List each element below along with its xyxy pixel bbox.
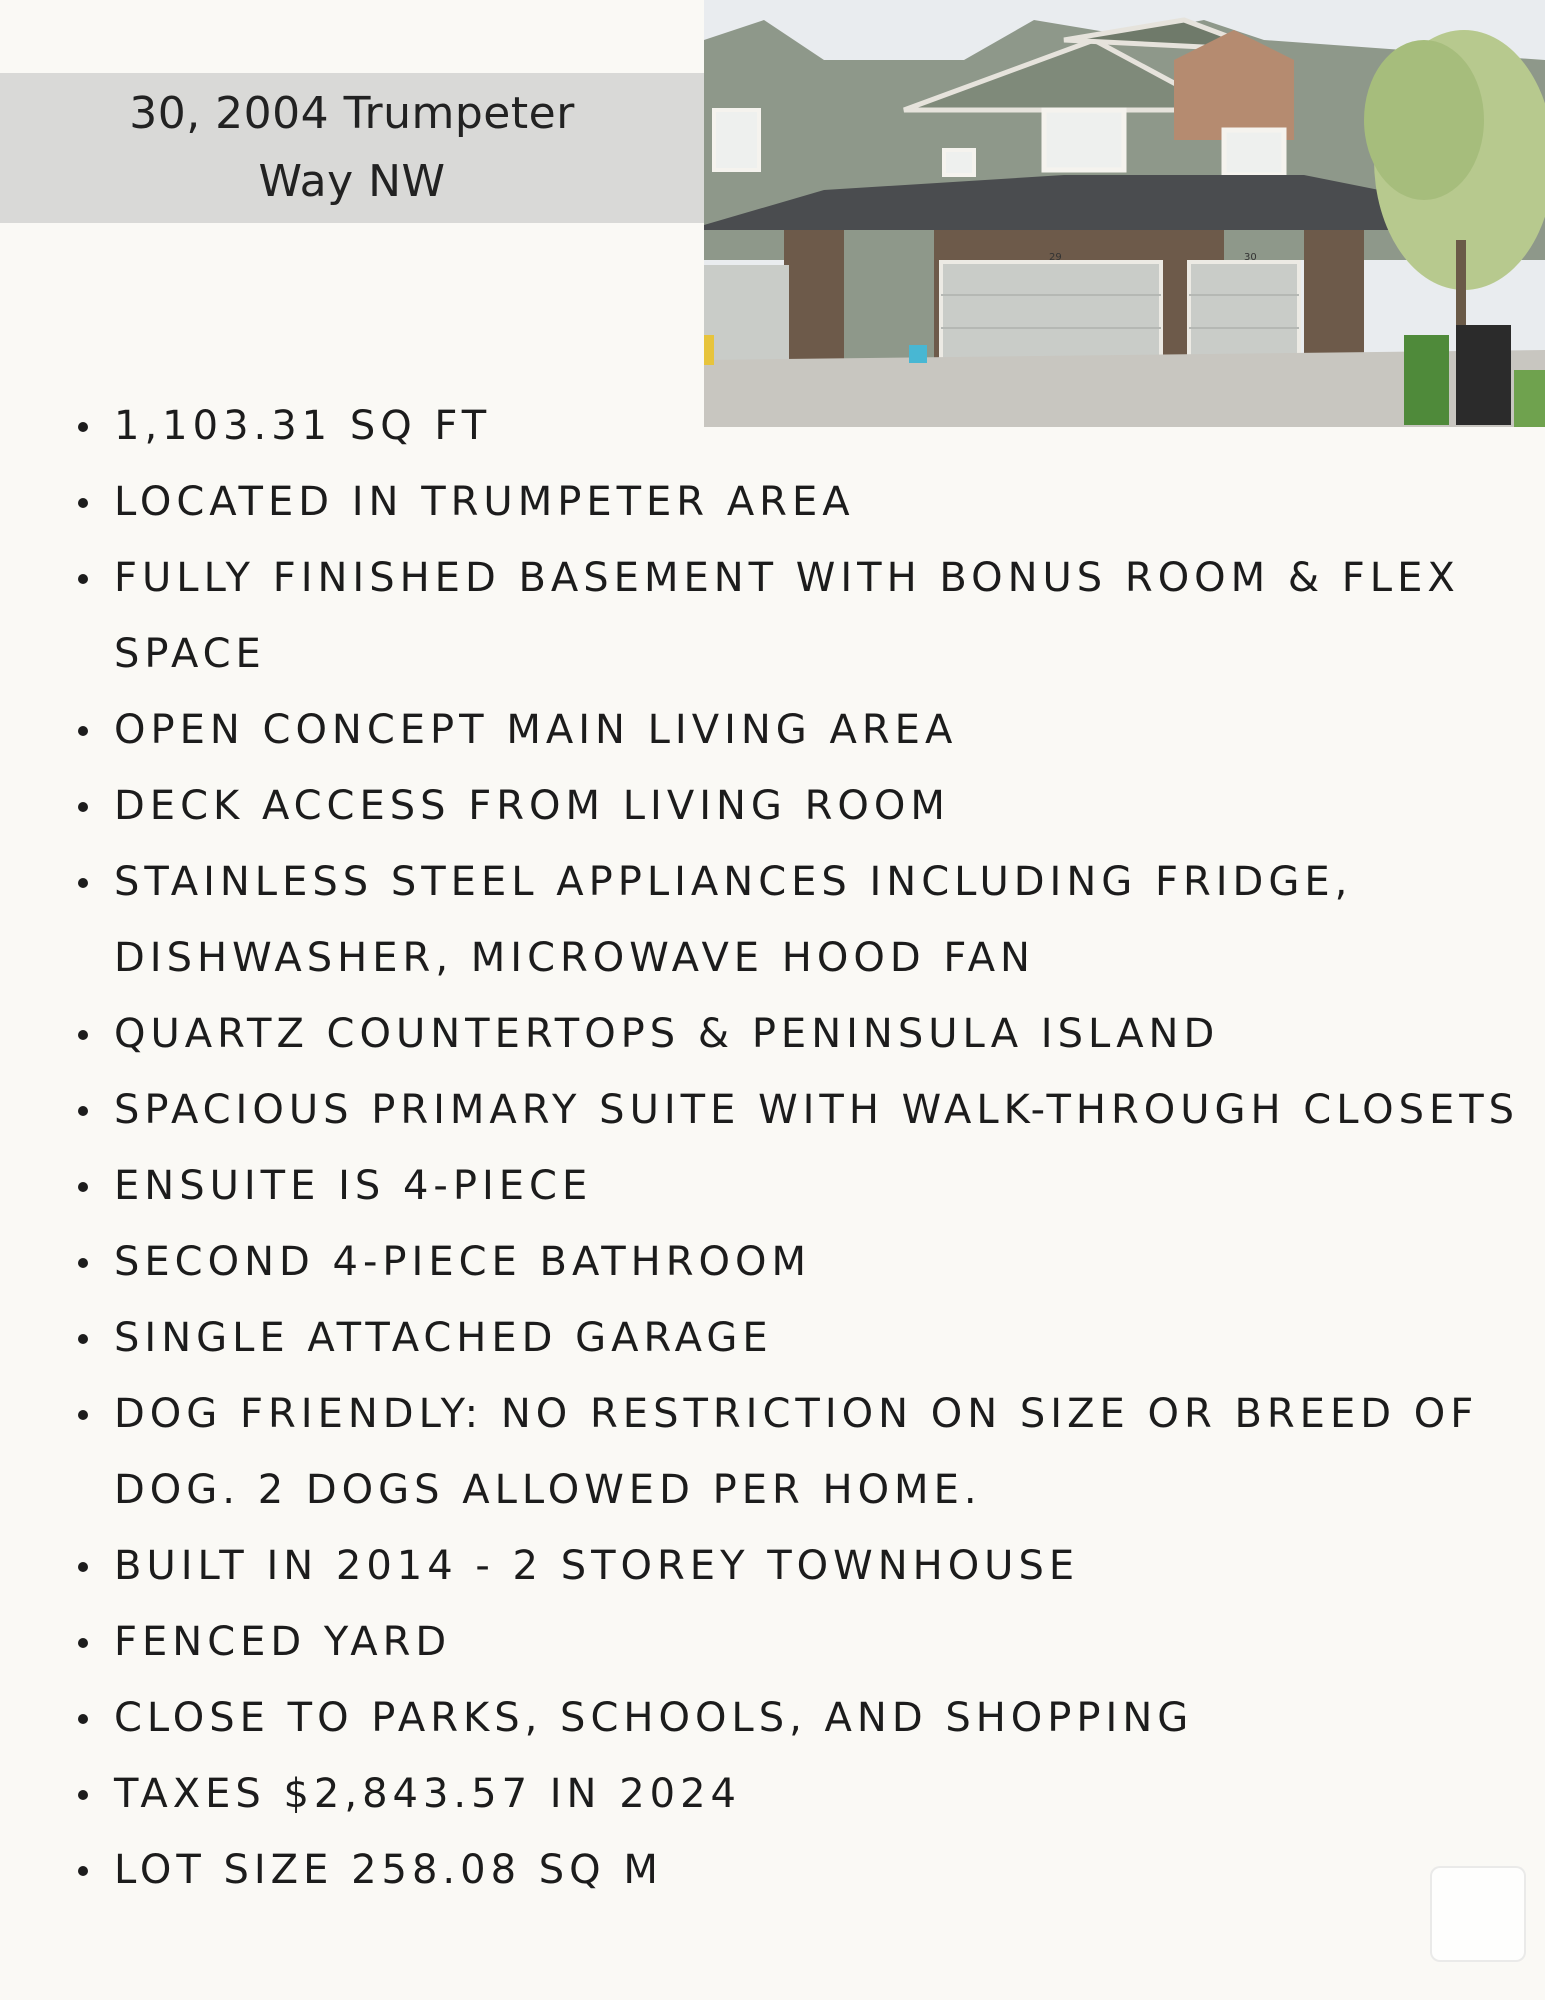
feature-item [70, 844, 1520, 996]
bullet-icon [78, 422, 88, 432]
bullet-icon [78, 1638, 88, 1648]
feature-item [70, 540, 1520, 692]
bullet-icon [78, 1106, 88, 1116]
address-line-1: 30, 2004 Trumpeter [129, 88, 575, 139]
bullet-icon [78, 1334, 88, 1344]
feature-text: ENSUITE IS 4-PIECE [114, 1163, 593, 1209]
feature-text: BUILT IN 2014 - 2 STOREY TOWNHOUSE [114, 1543, 1080, 1589]
feature-item [70, 1376, 1520, 1528]
feature-item [70, 768, 1520, 844]
feature-text: OPEN CONCEPT MAIN LIVING AREA [114, 707, 958, 753]
bullet-icon [78, 726, 88, 736]
feature-item [70, 1604, 1520, 1680]
feature-text: SECOND 4-PIECE BATHROOM [114, 1239, 811, 1285]
feature-text: SINGLE ATTACHED GARAGE [114, 1315, 773, 1361]
feature-item [70, 1224, 1520, 1300]
feature-list [70, 388, 1520, 1908]
feature-text: DOG FRIENDLY: NO RESTRICTION ON SIZE OR BREED OF DOG. 2 DOGS ALLOWED PER HOME. [114, 1391, 1479, 1513]
feature-item [70, 1680, 1520, 1756]
feature-item [70, 1300, 1520, 1376]
feature-item [70, 464, 1520, 540]
feature-item [70, 692, 1520, 768]
feature-item [70, 996, 1520, 1072]
feature-text: FULLY FINISHED BASEMENT WITH BONUS ROOM & FLEX SPACE [114, 555, 1460, 677]
address-banner [0, 73, 704, 223]
bullet-icon [78, 1182, 88, 1192]
bullet-icon [78, 878, 88, 888]
bullet-icon [78, 1866, 88, 1876]
feature-text: 1,103.31 SQ FT [114, 403, 492, 449]
feature-text: LOCATED IN TRUMPETER AREA [114, 479, 855, 525]
feature-text: FENCED YARD [114, 1619, 452, 1665]
garage-number-right: 30 [1244, 252, 1257, 263]
bullet-icon [78, 1258, 88, 1268]
feature-item [70, 1756, 1520, 1832]
feature-text: DECK ACCESS FROM LIVING ROOM [114, 783, 950, 829]
feature-text: STAINLESS STEEL APPLIANCES INCLUDING FRIDGE, DISHWASHER, MICROWAVE HOOD FAN [114, 859, 1353, 981]
feature-item [70, 1528, 1520, 1604]
feature-text: QUARTZ COUNTERTOPS & PENINSULA ISLAND [114, 1011, 1220, 1057]
address-line-2: Way NW [258, 156, 446, 207]
feature-text: SPACIOUS PRIMARY SUITE WITH WALK-THROUGH CLOSETS [114, 1087, 1520, 1133]
feature-item [70, 1072, 1520, 1148]
bullet-icon [78, 802, 88, 812]
realtor-logo-icon [1430, 1866, 1526, 1962]
bullet-icon [78, 498, 88, 508]
feature-text: TAXES $2,843.57 IN 2024 [114, 1771, 741, 1817]
house-photo [704, 0, 1545, 427]
bullet-icon [78, 1410, 88, 1420]
garage-number-left: 29 [1049, 252, 1062, 263]
bullet-icon [78, 1790, 88, 1800]
feature-item [70, 388, 1520, 464]
bullet-icon [78, 1030, 88, 1040]
bullet-icon [78, 574, 88, 584]
bullet-icon [78, 1562, 88, 1572]
feature-text: CLOSE TO PARKS, SCHOOLS, AND SHOPPING [114, 1695, 1194, 1741]
feature-text: LOT SIZE 258.08 SQ M [114, 1847, 663, 1893]
feature-item [70, 1148, 1520, 1224]
feature-item [70, 1832, 1520, 1908]
bullet-icon [78, 1714, 88, 1724]
